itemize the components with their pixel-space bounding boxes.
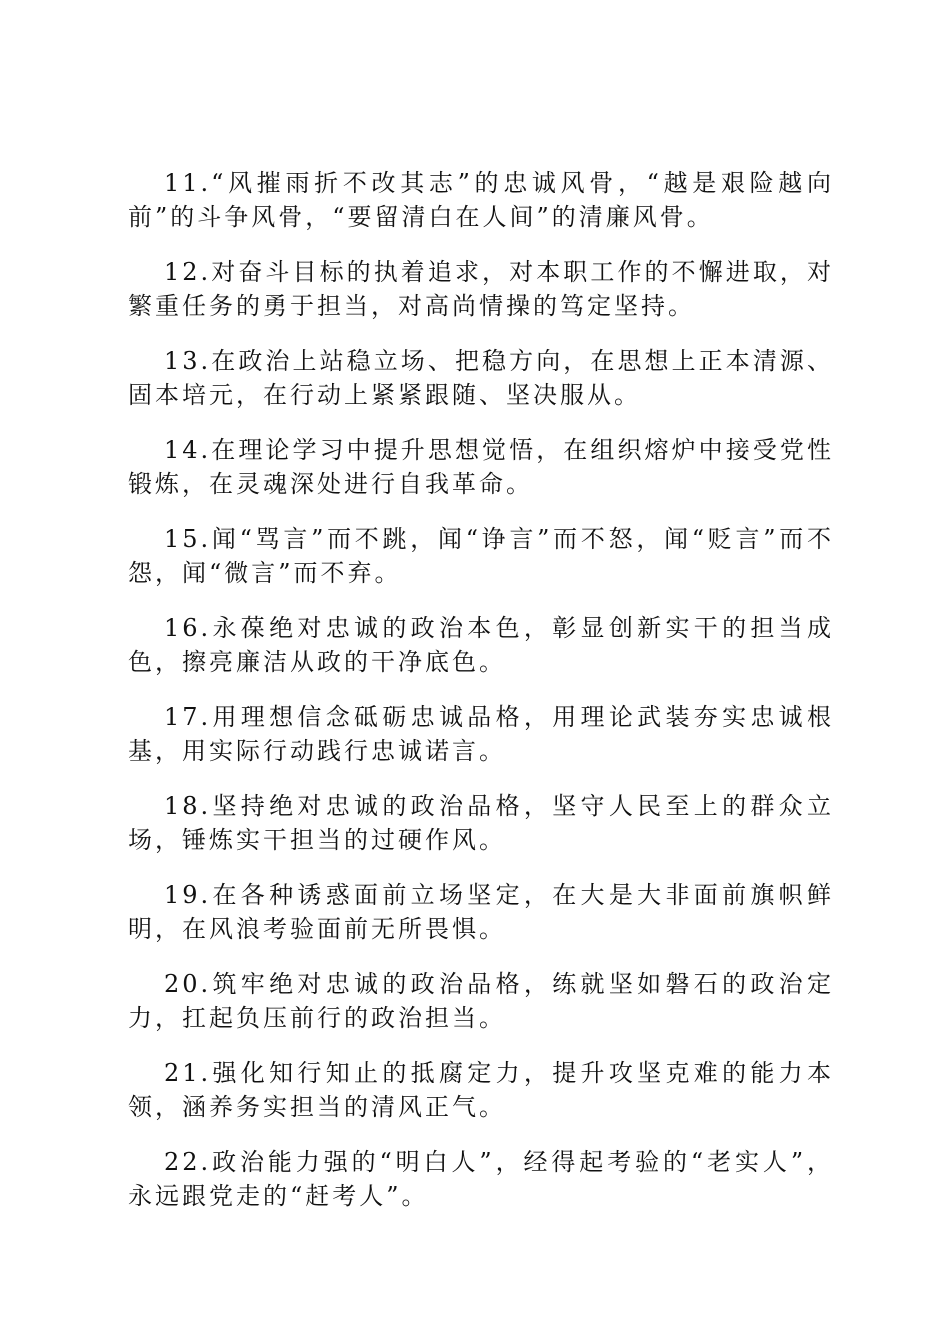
document-body	[128, 166, 834, 1234]
paragraph-11: 11.“风摧雨折不改其志”的忠诚风骨，“越是艰险越向前”的斗争风骨，“要留清白在人间”的清廉风骨。	[128, 169, 834, 231]
paragraph-22: 22.政治能力强的“明白人”，经得起考验的“老实人”，永远跟党走的“赶考人”。	[128, 1148, 834, 1210]
paragraph-16: 16.永葆绝对忠诚的政治本色，彰显创新实干的担当成色，擦亮廉洁从政的干净底色。	[128, 614, 834, 676]
paragraph-14: 14.在理论学习中提升思想觉悟，在组织熔炉中接受党性锻炼，在灵魂深处进行自我革命。	[128, 436, 834, 498]
paragraph-15: 15.闻“骂言”而不跳，闻“诤言”而不怒，闻“贬言”而不怨，闻“微言”而不弃。	[128, 525, 834, 587]
paragraph-20: 20.筑牢绝对忠诚的政治品格，练就坚如磐石的政治定力，扛起负压前行的政治担当。	[128, 970, 834, 1032]
paragraph-12: 12.对奋斗目标的执着追求，对本职工作的不懈进取，对繁重任务的勇于担当，对高尚情操的笃定坚持。	[128, 258, 834, 320]
paragraph-21: 21.强化知行知止的抵腐定力，提升攻坚克难的能力本领，涵养务实担当的清风正气。	[128, 1059, 834, 1121]
paragraph-19: 19.在各种诱惑面前立场坚定，在大是大非面前旗帜鲜明，在风浪考验面前无所畏惧。	[128, 881, 834, 943]
paragraph-17: 17.用理想信念砥砺忠诚品格，用理论武装夯实忠诚根基，用实际行动践行忠诚诺言。	[128, 703, 834, 765]
paragraph-13: 13.在政治上站稳立场、把稳方向，在思想上正本清源、固本培元，在行动上紧紧跟随、坚决服从。	[128, 347, 834, 409]
paragraph-18: 18.坚持绝对忠诚的政治品格，坚守人民至上的群众立场，锤炼实干担当的过硬作风。	[128, 792, 834, 854]
